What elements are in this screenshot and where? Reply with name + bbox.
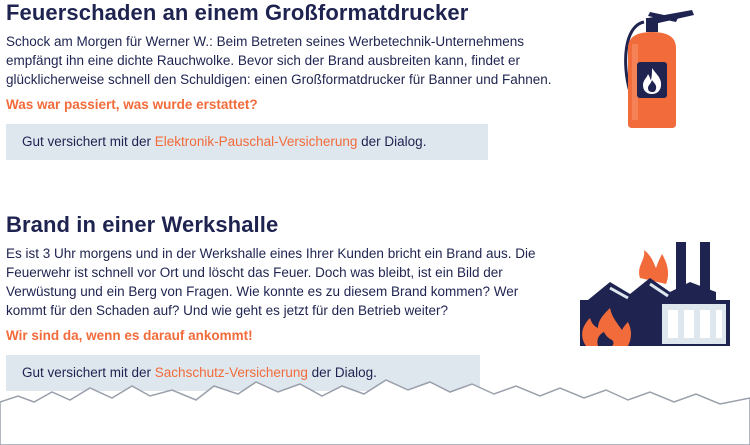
insurance-box-suffix: der Dialog. xyxy=(307,365,377,380)
insurance-box-prefix: Gut versichert mit der xyxy=(22,134,155,149)
insurance-product-link[interactable]: Elektronik-Pauschal-Versicherung xyxy=(154,134,358,149)
burning-factory-icon xyxy=(570,238,742,353)
fire-extinguisher-icon xyxy=(604,4,704,135)
article-title: Feuerschaden an einem Großformatdrucker xyxy=(6,0,469,25)
article-title: Brand in einer Werkshalle xyxy=(6,212,279,237)
torn-paper-edge xyxy=(0,372,750,445)
insurance-product-link[interactable]: Sachschutz-Versicherung xyxy=(154,365,308,380)
insurance-box-suffix: der Dialog. xyxy=(357,134,427,149)
read-more-link[interactable]: Was war passiert, was wurde erstattet? xyxy=(6,97,258,112)
insurance-box-prefix: Gut versichert mit der xyxy=(22,365,155,380)
article-body: Schock am Morgen für Werner W.: Beim Betreten seines Werbetechnik-Unternehmens empfängt ihn eine dichte Rauchwolke. Bevor sich der Brand ausbreiten kann, findet er glücklicherweise schnell den Schuldigen: einen Großformatdrucker für Banner und Fahnen. xyxy=(6,34,552,87)
read-more-link[interactable]: Wir sind da, wenn es darauf ankommt! xyxy=(6,328,253,343)
article-factory-fire xyxy=(6,212,546,391)
insurance-box xyxy=(6,124,488,160)
article-body: Es ist 3 Uhr morgens und in der Werkshalle eines Ihrer Kunden bricht ein Brand aus. Die Feuerwehr ist schnell vor Ort und löscht das Feuer. Doch was bleibt, ist ein Bild der Verwüstung und ein Berg von Fragen. Wie konnte es zu diesem Brand kommen? Wer kommt für den Schaden auf? Und wie geht es jetzt für den Betrieb weiter? xyxy=(6,246,536,318)
article-fire-printer xyxy=(6,0,566,160)
